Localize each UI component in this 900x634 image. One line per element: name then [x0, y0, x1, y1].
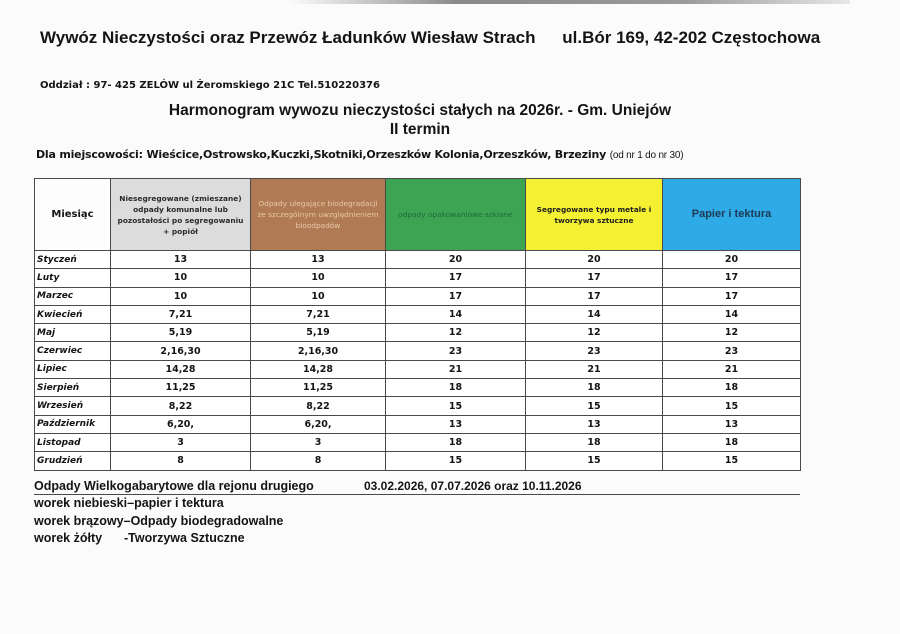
scan-artifact — [290, 0, 850, 4]
localities-line — [36, 148, 683, 161]
bio-cell: 2,16,30 — [251, 342, 386, 360]
company-header — [40, 28, 820, 48]
table-row — [35, 452, 801, 470]
bio-cell: 6,20, — [251, 415, 386, 433]
paper-cell: 14 — [663, 305, 801, 323]
month-cell: Luty — [35, 269, 111, 287]
bio-cell: 13 — [251, 251, 386, 269]
month-cell: Lipiec — [35, 360, 111, 378]
paper-cell: 12 — [663, 324, 801, 342]
legend-meaning: papier i tektura — [134, 496, 224, 510]
bio-cell: 3 — [251, 433, 386, 451]
legend-separator: – — [127, 496, 135, 510]
legend-brown-bag — [34, 514, 283, 528]
paper-cell: 18 — [663, 379, 801, 397]
paper-cell: 23 — [663, 342, 801, 360]
metal-cell: 18 — [526, 379, 663, 397]
metal-cell: 15 — [526, 397, 663, 415]
localities-label: Dla miejscowości: — [36, 148, 143, 161]
mixed-cell: 2,16,30 — [111, 342, 251, 360]
month-cell: Kwiecień — [35, 305, 111, 323]
bio-cell: 10 — [251, 287, 386, 305]
bio-cell: 11,25 — [251, 379, 386, 397]
metal-cell: 13 — [526, 415, 663, 433]
table-row — [35, 397, 801, 415]
localities-list: Wieścice,Ostrowsko,Kuczki,Skotniki,Orzeszków Kolonia,Orzeszków, Brzeziny — [146, 148, 607, 161]
glass-cell: 17 — [386, 287, 526, 305]
table-row — [35, 269, 801, 287]
paper-cell: 21 — [663, 360, 801, 378]
paper-cell: 18 — [663, 433, 801, 451]
month-cell: Czerwiec — [35, 342, 111, 360]
table-row — [35, 251, 801, 269]
table-header-row — [35, 179, 801, 251]
table-row — [35, 324, 801, 342]
legend-bag: worek brązowy — [34, 514, 124, 528]
glass-cell: 14 — [386, 305, 526, 323]
bulky-waste-dates: 03.02.2026, 07.07.2026 oraz 10.11.2026 — [364, 479, 582, 493]
bio-cell: 7,21 — [251, 305, 386, 323]
glass-cell: 15 — [386, 397, 526, 415]
month-cell: Wrzesień — [35, 397, 111, 415]
paper-cell: 15 — [663, 397, 801, 415]
table-row — [35, 415, 801, 433]
company-address: ul.Bór 169, 42-202 Częstochowa — [562, 28, 821, 47]
bio-cell: 8,22 — [251, 397, 386, 415]
mixed-cell: 14,28 — [111, 360, 251, 378]
metal-cell: 18 — [526, 433, 663, 451]
legend-meaning: Tworzywa Sztuczne — [128, 531, 245, 545]
bio-cell: 8 — [251, 452, 386, 470]
month-cell: Marzec — [35, 287, 111, 305]
header-paper: Papier i tektura — [663, 179, 801, 251]
header-glass: odpady opakowaniowe szklane — [386, 179, 526, 251]
header-month: Miesiąc — [35, 179, 111, 251]
bio-cell: 14,28 — [251, 360, 386, 378]
glass-cell: 17 — [386, 269, 526, 287]
legend-blue-bag — [34, 496, 224, 510]
month-cell: Maj — [35, 324, 111, 342]
legend-yellow-bag — [34, 531, 245, 545]
paper-cell: 13 — [663, 415, 801, 433]
metal-cell: 23 — [526, 342, 663, 360]
mixed-cell: 10 — [111, 287, 251, 305]
table-row — [35, 305, 801, 323]
glass-cell: 12 — [386, 324, 526, 342]
month-cell: Grudzień — [35, 452, 111, 470]
bulky-waste-label: Odpady Wielkogabarytowe dla rejonu drugiego — [34, 479, 314, 493]
mixed-cell: 13 — [111, 251, 251, 269]
bulky-waste-line — [34, 479, 800, 495]
metal-cell: 14 — [526, 305, 663, 323]
legend-meaning: Odpady biodegradowalne — [130, 514, 284, 528]
branch-info: Oddział : 97- 425 ZELÓW ul Żeromskiego 21C Tel.510220376 — [40, 80, 380, 91]
glass-cell: 18 — [386, 379, 526, 397]
paper-cell: 15 — [663, 452, 801, 470]
month-cell: Październik — [35, 415, 111, 433]
paper-cell: 20 — [663, 251, 801, 269]
document-title: Harmonogram wywozu nieczystości stałych na 2026r. - Gm. Uniejów — [168, 102, 672, 119]
mixed-cell: 10 — [111, 269, 251, 287]
metal-cell: 17 — [526, 287, 663, 305]
mixed-cell: 5,19 — [111, 324, 251, 342]
legend-separator: - — [124, 531, 129, 545]
month-cell: Styczeń — [35, 251, 111, 269]
glass-cell: 15 — [386, 452, 526, 470]
header-metal-plastic: Segregowane typu metale i tworzywa sztuczne — [526, 179, 663, 251]
legend-bag: worek żółty — [34, 531, 103, 545]
mixed-cell: 7,21 — [111, 305, 251, 323]
glass-cell: 18 — [386, 433, 526, 451]
table-row — [35, 342, 801, 360]
month-cell: Sierpień — [35, 379, 111, 397]
document-subtitle: II termin — [389, 121, 451, 138]
table-row — [35, 433, 801, 451]
company-name: Wywóz Nieczystości oraz Przewóz Ładunków Wiesław Strach — [40, 28, 536, 47]
mixed-cell: 3 — [111, 433, 251, 451]
header-bio-waste: Odpady ulegające biodegradacji ze szczególnym uwzględnieniem bioodpadów — [251, 179, 386, 251]
paper-cell: 17 — [663, 269, 801, 287]
mixed-cell: 6,20, — [111, 415, 251, 433]
metal-cell: 20 — [526, 251, 663, 269]
header-mixed-waste: Niesegregowane (zmieszane) odpady komunalne lub pozostałości po segregowaniu + popiół — [111, 179, 251, 251]
localities-range: (od nr 1 do nr 30) — [609, 150, 684, 161]
glass-cell: 21 — [386, 360, 526, 378]
bio-cell: 5,19 — [251, 324, 386, 342]
mixed-cell: 11,25 — [111, 379, 251, 397]
table-row — [35, 287, 801, 305]
glass-cell: 13 — [386, 415, 526, 433]
table-row — [35, 360, 801, 378]
paper-cell: 17 — [663, 287, 801, 305]
month-cell: Listopad — [35, 433, 111, 451]
metal-cell: 21 — [526, 360, 663, 378]
glass-cell: 23 — [386, 342, 526, 360]
metal-cell: 17 — [526, 269, 663, 287]
mixed-cell: 8 — [111, 452, 251, 470]
metal-cell: 12 — [526, 324, 663, 342]
legend-bag: worek niebieski — [34, 496, 128, 510]
schedule-table — [34, 178, 801, 471]
glass-cell: 20 — [386, 251, 526, 269]
mixed-cell: 8,22 — [111, 397, 251, 415]
bio-cell: 10 — [251, 269, 386, 287]
metal-cell: 15 — [526, 452, 663, 470]
legend-separator: – — [123, 514, 131, 528]
table-row — [35, 379, 801, 397]
